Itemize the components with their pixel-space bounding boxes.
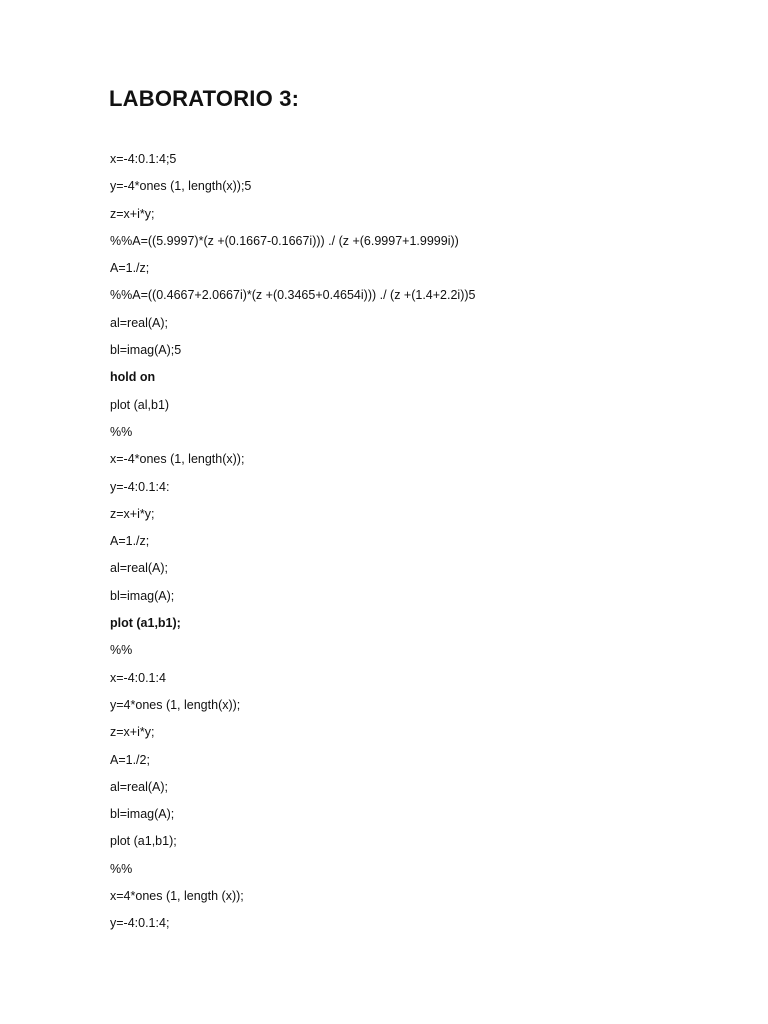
code-line: y=4*ones (1, length(x)); xyxy=(110,697,241,712)
code-line: A=1./z; xyxy=(110,261,150,276)
code-line: z=x+i*y; xyxy=(110,206,155,221)
code-line: A=1./z; xyxy=(110,534,150,549)
code-line: y=-4:0.1:4; xyxy=(110,916,170,931)
code-line: al=real(A); xyxy=(110,315,169,330)
code-line: plot (a1,b1); xyxy=(110,616,181,631)
code-line: %%A=((5.9997)*(z +(0.1667-0.1667i))) ./ (z +(6.9997+1.9999i)) xyxy=(110,233,459,248)
code-line: y=-4*ones (1, length(x));5 xyxy=(110,179,252,194)
code-line: bl=imag(A); xyxy=(110,588,175,603)
code-line: al=real(A); xyxy=(110,779,169,794)
code-line: plot (a1,b1); xyxy=(110,834,177,849)
page-title: LABORATORIO 3: xyxy=(109,86,300,111)
code-line: %% xyxy=(110,643,133,658)
code-line: z=x+i*y; xyxy=(110,506,155,521)
code-line: al=real(A); xyxy=(110,561,169,576)
code-line: bl=imag(A);5 xyxy=(110,343,182,358)
code-line: bl=imag(A); xyxy=(110,807,175,822)
code-line: %%A=((0.4667+2.0667i)*(z +(0.3465+0.4654i))) ./ (z +(1.4+2.2i))5 xyxy=(110,288,476,303)
code-line: %% xyxy=(110,424,133,439)
code-line: A=1./2; xyxy=(110,752,150,767)
code-line: x=-4*ones (1, length(x)); xyxy=(110,452,245,467)
code-line: hold on xyxy=(110,370,156,385)
code-line: x=4*ones (1, length (x)); xyxy=(110,889,244,904)
code-line: x=-4:0.1:4;5 xyxy=(110,152,177,166)
code-line: z=x+i*y; xyxy=(110,725,155,740)
code-line: x=-4:0.1:4 xyxy=(110,670,166,685)
code-line: %% xyxy=(110,861,133,876)
code-line: y=-4:0.1:4: xyxy=(110,479,170,494)
code-listing xyxy=(110,151,476,943)
code-line: plot (al,b1) xyxy=(110,397,170,412)
